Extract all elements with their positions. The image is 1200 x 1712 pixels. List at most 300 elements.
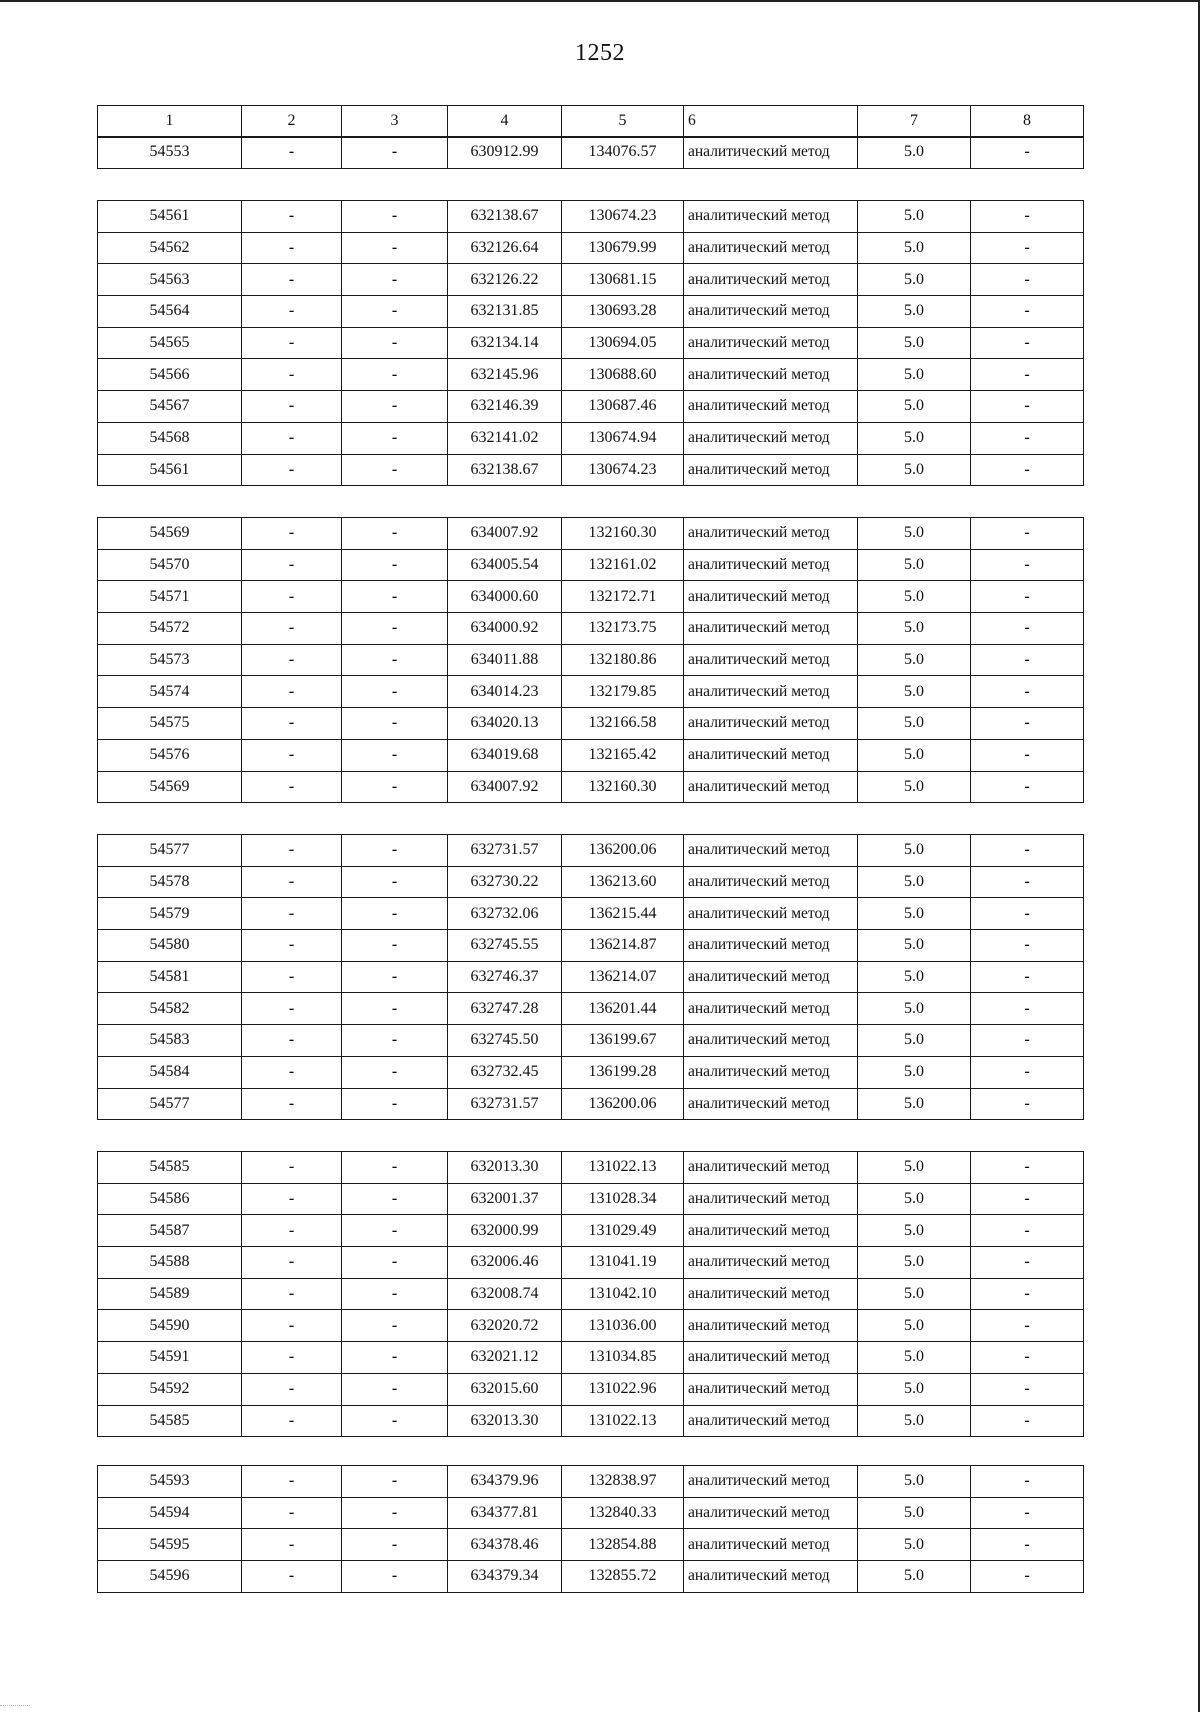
table-cell-col-8: 8 bbox=[971, 106, 1084, 138]
table-cell-col-3: - bbox=[342, 739, 448, 771]
table-cell-col-8: - bbox=[971, 1405, 1084, 1437]
table-cell-col-1: 54564 bbox=[98, 296, 242, 328]
table-cell-col-2: - bbox=[242, 676, 342, 708]
table-cell-col-3: - bbox=[342, 708, 448, 740]
table-cell-col-3: - bbox=[342, 1056, 448, 1088]
table-cell-col-7: 5.0 bbox=[858, 866, 971, 898]
table-cell-col-5: 136214.87 bbox=[562, 930, 684, 962]
table-cell-col-4: 632746.37 bbox=[448, 961, 562, 993]
table-cell-col-8: - bbox=[971, 581, 1084, 613]
scan-edge-mark bbox=[0, 1705, 30, 1712]
table-cell-col-7: 5.0 bbox=[858, 1247, 971, 1279]
table-cell-col-1: 54566 bbox=[98, 359, 242, 391]
table-row bbox=[98, 835, 1084, 867]
table-cell-col-5: 136215.44 bbox=[562, 898, 684, 930]
table-cell-col-2: - bbox=[242, 1152, 342, 1184]
table-cell-col-1: 54593 bbox=[98, 1466, 242, 1498]
table-cell-col-8: - bbox=[971, 327, 1084, 359]
table-cell-col-8: - bbox=[971, 201, 1084, 233]
table-cell-col-5: 130694.05 bbox=[562, 327, 684, 359]
table-cell-col-6: аналитический метод bbox=[684, 518, 858, 550]
table-cell-col-2: - bbox=[242, 708, 342, 740]
table-cell-col-1: 54553 bbox=[98, 137, 242, 169]
table-cell-col-6: аналитический метод bbox=[684, 1247, 858, 1279]
table-cell-col-2: - bbox=[242, 961, 342, 993]
table-cell-col-1: 54565 bbox=[98, 327, 242, 359]
table-cell-col-3: - bbox=[342, 961, 448, 993]
table-row bbox=[98, 1466, 1084, 1498]
table-row bbox=[98, 866, 1084, 898]
table-cell-col-4: 632021.12 bbox=[448, 1342, 562, 1374]
table-cell-col-7: 5.0 bbox=[858, 264, 971, 296]
table-cell-col-4: 632747.28 bbox=[448, 993, 562, 1025]
table-cell-col-7: 5.0 bbox=[858, 518, 971, 550]
table-cell-col-3: - bbox=[342, 296, 448, 328]
table-cell-col-2: - bbox=[242, 422, 342, 454]
table-cell-col-4: 632745.50 bbox=[448, 1025, 562, 1057]
table-row bbox=[98, 1342, 1084, 1374]
table-cell-col-7: 5.0 bbox=[858, 422, 971, 454]
table-cell-col-8: - bbox=[971, 391, 1084, 423]
table-cell-col-7: 5.0 bbox=[858, 359, 971, 391]
table-row bbox=[98, 1183, 1084, 1215]
table-cell-col-3: - bbox=[342, 454, 448, 486]
table-cell-col-8: - bbox=[971, 1056, 1084, 1088]
table-cell-col-4: 632000.99 bbox=[448, 1215, 562, 1247]
table-cell-col-6: аналитический метод bbox=[684, 391, 858, 423]
table-row bbox=[98, 1497, 1084, 1529]
table-cell-col-2: - bbox=[242, 581, 342, 613]
table-cell-col-2: - bbox=[242, 1466, 342, 1498]
table-cell-col-5: 136214.07 bbox=[562, 961, 684, 993]
table-cell-col-2: - bbox=[242, 1278, 342, 1310]
table-cell-col-7: 5.0 bbox=[858, 581, 971, 613]
table-cell-col-2: - bbox=[242, 454, 342, 486]
table-cell-col-3: - bbox=[342, 835, 448, 867]
table-cell-col-8: - bbox=[971, 1497, 1084, 1529]
table-row bbox=[98, 898, 1084, 930]
table-cell-col-5: 131022.13 bbox=[562, 1405, 684, 1437]
table-cell-col-7: 5.0 bbox=[858, 930, 971, 962]
table-cell-col-6: аналитический метод bbox=[684, 1405, 858, 1437]
table-cell-col-1: 54582 bbox=[98, 993, 242, 1025]
table-cell-col-7: 5.0 bbox=[858, 454, 971, 486]
table-cell-col-3: - bbox=[342, 1215, 448, 1247]
table-cell-col-2: - bbox=[242, 1405, 342, 1437]
table-row bbox=[98, 1215, 1084, 1247]
table-cell-col-3: - bbox=[342, 930, 448, 962]
table-cell-col-3: - bbox=[342, 1310, 448, 1342]
table-cell-col-2: - bbox=[242, 1247, 342, 1279]
table-cell-col-8: - bbox=[971, 137, 1084, 169]
table-cell-col-4: 634378.46 bbox=[448, 1529, 562, 1561]
table-cell-col-8: - bbox=[971, 708, 1084, 740]
table-cell-col-4: 634379.96 bbox=[448, 1466, 562, 1498]
table-cell-col-2: - bbox=[242, 232, 342, 264]
table-cell-col-1: 54589 bbox=[98, 1278, 242, 1310]
table-cell-col-6: аналитический метод bbox=[684, 1088, 858, 1120]
table-cell-col-3: - bbox=[342, 1247, 448, 1279]
table-row bbox=[98, 232, 1084, 264]
table-cell-col-5: 131034.85 bbox=[562, 1342, 684, 1374]
table-cell-col-3: - bbox=[342, 1497, 448, 1529]
table-cell-col-2: - bbox=[242, 771, 342, 803]
table-cell-col-7: 5.0 bbox=[858, 1278, 971, 1310]
table-cell-col-3: - bbox=[342, 1466, 448, 1498]
table-cell-col-1: 54571 bbox=[98, 581, 242, 613]
table-cell-col-4: 634020.13 bbox=[448, 708, 562, 740]
table-cell-col-5: 136200.06 bbox=[562, 835, 684, 867]
table-cell-col-5: 130681.15 bbox=[562, 264, 684, 296]
table-cell-col-7: 5.0 bbox=[858, 739, 971, 771]
table-row bbox=[98, 422, 1084, 454]
table-cell-col-7: 5.0 bbox=[858, 835, 971, 867]
table-cell-col-1: 54569 bbox=[98, 518, 242, 550]
table-cell-col-2: - bbox=[242, 930, 342, 962]
table-cell-col-4: 632008.74 bbox=[448, 1278, 562, 1310]
table-cell-col-3: - bbox=[342, 327, 448, 359]
table-cell-col-1: 54580 bbox=[98, 930, 242, 962]
table-cell-col-7: 5.0 bbox=[858, 676, 971, 708]
table-cell-col-5: 136200.06 bbox=[562, 1088, 684, 1120]
table-cell-col-2: - bbox=[242, 296, 342, 328]
table-cell-col-6: аналитический метод bbox=[684, 930, 858, 962]
table-cell-col-7: 5.0 bbox=[858, 549, 971, 581]
table-cell-col-8: - bbox=[971, 422, 1084, 454]
table-cell-col-3: - bbox=[342, 549, 448, 581]
page-number: 1252 bbox=[575, 40, 625, 66]
table-row bbox=[98, 1025, 1084, 1057]
table-cell-col-4: 632001.37 bbox=[448, 1183, 562, 1215]
table-row bbox=[98, 201, 1084, 233]
table-cell-col-6: аналитический метод bbox=[684, 771, 858, 803]
table-row bbox=[98, 739, 1084, 771]
table-cell-col-3: - bbox=[342, 1529, 448, 1561]
table-cell-col-4: 634011.88 bbox=[448, 644, 562, 676]
table-cell-col-5: 132855.72 bbox=[562, 1561, 684, 1593]
table-cell-col-5: 132161.02 bbox=[562, 549, 684, 581]
table-cell-col-3: - bbox=[342, 201, 448, 233]
table-cell-col-6: аналитический метод bbox=[684, 676, 858, 708]
table-cell-col-8: - bbox=[971, 1215, 1084, 1247]
table-cell-col-5: 131042.10 bbox=[562, 1278, 684, 1310]
table-cell-col-2: - bbox=[242, 866, 342, 898]
table-cell-col-1: 54563 bbox=[98, 264, 242, 296]
table-cell-col-2: - bbox=[242, 1088, 342, 1120]
table-cell-col-5: 132160.30 bbox=[562, 771, 684, 803]
table-cell-col-6: аналитический метод bbox=[684, 327, 858, 359]
table-cell-col-4: 634005.54 bbox=[448, 549, 562, 581]
table-cell-col-6: аналитический метод bbox=[684, 232, 858, 264]
table-cell-col-4: 634377.81 bbox=[448, 1497, 562, 1529]
table-cell-col-2: - bbox=[242, 1529, 342, 1561]
table-cell-col-7: 5.0 bbox=[858, 1310, 971, 1342]
table-cell-col-7: 5.0 bbox=[858, 391, 971, 423]
table-cell-col-1: 54581 bbox=[98, 961, 242, 993]
table-cell-col-1: 54591 bbox=[98, 1342, 242, 1374]
table-cell-col-6: аналитический метод bbox=[684, 1529, 858, 1561]
table-cell-col-4: 632730.22 bbox=[448, 866, 562, 898]
table-cell-col-4: 634000.92 bbox=[448, 613, 562, 645]
table-cell-col-5: 136199.28 bbox=[562, 1056, 684, 1088]
table-row bbox=[98, 1278, 1084, 1310]
table-cell-col-2: - bbox=[242, 1056, 342, 1088]
table-cell-col-2: - bbox=[242, 137, 342, 169]
table-row bbox=[98, 518, 1084, 550]
coordinate-table-3 bbox=[97, 517, 1084, 803]
table-cell-col-7: 5.0 bbox=[858, 296, 971, 328]
coordinate-table-6 bbox=[97, 1465, 1084, 1593]
table-cell-col-1: 54585 bbox=[98, 1405, 242, 1437]
table-cell-col-8: - bbox=[971, 1310, 1084, 1342]
table-cell-col-1: 54587 bbox=[98, 1215, 242, 1247]
table-cell-col-5: 130687.46 bbox=[562, 391, 684, 423]
table-cell-col-4: 632731.57 bbox=[448, 1088, 562, 1120]
table-cell-col-3: - bbox=[342, 1342, 448, 1374]
table-cell-col-6: аналитический метод bbox=[684, 613, 858, 645]
table-cell-col-3: 3 bbox=[342, 106, 448, 138]
table-cell-col-6: аналитический метод bbox=[684, 1215, 858, 1247]
table-cell-col-8: - bbox=[971, 1278, 1084, 1310]
coordinate-table-2 bbox=[97, 200, 1084, 486]
table-cell-col-2: - bbox=[242, 644, 342, 676]
table-cell-col-6: аналитический метод bbox=[684, 835, 858, 867]
table-cell-col-1: 54577 bbox=[98, 1088, 242, 1120]
table-cell-col-8: - bbox=[971, 930, 1084, 962]
table-cell-col-2: 2 bbox=[242, 106, 342, 138]
table-row bbox=[98, 454, 1084, 486]
table-cell-col-5: 134076.57 bbox=[562, 137, 684, 169]
table-row bbox=[98, 137, 1084, 169]
table-cell-col-6: аналитический метод bbox=[684, 866, 858, 898]
coordinate-table-5 bbox=[97, 1151, 1084, 1437]
table-cell-col-2: - bbox=[242, 549, 342, 581]
table-cell-col-8: - bbox=[971, 264, 1084, 296]
table-cell-col-1: 54590 bbox=[98, 1310, 242, 1342]
table-cell-col-1: 54584 bbox=[98, 1056, 242, 1088]
table-cell-col-6: аналитический метод bbox=[684, 1278, 858, 1310]
table-cell-col-5: 130693.28 bbox=[562, 296, 684, 328]
table-cell-col-4: 632138.67 bbox=[448, 454, 562, 486]
table-cell-col-1: 54579 bbox=[98, 898, 242, 930]
table-row bbox=[98, 391, 1084, 423]
table-cell-col-3: - bbox=[342, 613, 448, 645]
table-cell-col-4: 632020.72 bbox=[448, 1310, 562, 1342]
table-row bbox=[98, 993, 1084, 1025]
table-cell-col-6: аналитический метод bbox=[684, 644, 858, 676]
table-cell-col-2: - bbox=[242, 518, 342, 550]
table-cell-col-2: - bbox=[242, 1025, 342, 1057]
table-cell-col-6: аналитический метод bbox=[684, 961, 858, 993]
table-row bbox=[98, 1405, 1084, 1437]
table-cell-col-5: 131036.00 bbox=[562, 1310, 684, 1342]
coordinate-table-4 bbox=[97, 834, 1084, 1120]
table-cell-col-5: 131028.34 bbox=[562, 1183, 684, 1215]
table-cell-col-8: - bbox=[971, 835, 1084, 867]
table-cell-col-8: - bbox=[971, 1152, 1084, 1184]
table-cell-col-7: 5.0 bbox=[858, 1152, 971, 1184]
table-cell-col-8: - bbox=[971, 1373, 1084, 1405]
table-cell-col-6: аналитический метод bbox=[684, 422, 858, 454]
table-cell-col-7: 5.0 bbox=[858, 771, 971, 803]
table-cell-col-5: 5 bbox=[562, 106, 684, 138]
table-cell-col-7: 5.0 bbox=[858, 961, 971, 993]
table-cell-col-1: 54574 bbox=[98, 676, 242, 708]
table-cell-col-2: - bbox=[242, 327, 342, 359]
table-cell-col-2: - bbox=[242, 1183, 342, 1215]
table-row bbox=[98, 1088, 1084, 1120]
table-cell-col-6: аналитический метод bbox=[684, 359, 858, 391]
table-cell-col-7: 5.0 bbox=[858, 1342, 971, 1374]
table-cell-col-6: аналитический метод bbox=[684, 739, 858, 771]
table-cell-col-7: 5.0 bbox=[858, 1183, 971, 1215]
table-cell-col-1: 54567 bbox=[98, 391, 242, 423]
table-row bbox=[98, 1373, 1084, 1405]
table-cell-col-5: 132854.88 bbox=[562, 1529, 684, 1561]
table-cell-col-1: 54585 bbox=[98, 1152, 242, 1184]
table-cell-col-8: - bbox=[971, 771, 1084, 803]
table-cell-col-3: - bbox=[342, 1561, 448, 1593]
table-cell-col-4: 632126.64 bbox=[448, 232, 562, 264]
table-cell-col-5: 132165.42 bbox=[562, 739, 684, 771]
table-cell-col-6: аналитический метод bbox=[684, 1025, 858, 1057]
table-cell-col-5: 131022.13 bbox=[562, 1152, 684, 1184]
table-cell-col-8: - bbox=[971, 993, 1084, 1025]
table-cell-col-7: 5.0 bbox=[858, 1025, 971, 1057]
table-cell-col-6: аналитический метод bbox=[684, 1056, 858, 1088]
coordinate-table-1 bbox=[97, 136, 1084, 169]
table-cell-col-5: 136201.44 bbox=[562, 993, 684, 1025]
table-cell-col-1: 1 bbox=[98, 106, 242, 138]
table-cell-col-8: - bbox=[971, 296, 1084, 328]
table-cell-col-4: 632013.30 bbox=[448, 1405, 562, 1437]
table-cell-col-4: 632146.39 bbox=[448, 391, 562, 423]
table-cell-col-1: 54561 bbox=[98, 201, 242, 233]
table-cell-col-5: 132160.30 bbox=[562, 518, 684, 550]
table-cell-col-4: 634019.68 bbox=[448, 739, 562, 771]
table-cell-col-6: аналитический метод bbox=[684, 1310, 858, 1342]
table-cell-col-5: 131041.19 bbox=[562, 1247, 684, 1279]
table-cell-col-8: - bbox=[971, 1183, 1084, 1215]
table-cell-col-7: 5.0 bbox=[858, 327, 971, 359]
column-header-table bbox=[97, 105, 1084, 138]
table-cell-col-8: - bbox=[971, 232, 1084, 264]
table-cell-col-4: 632131.85 bbox=[448, 296, 562, 328]
table-cell-col-3: - bbox=[342, 391, 448, 423]
table-row bbox=[98, 1056, 1084, 1088]
table-cell-col-6: аналитический метод bbox=[684, 1152, 858, 1184]
table-cell-col-1: 54576 bbox=[98, 739, 242, 771]
table-row bbox=[98, 106, 1084, 138]
table-cell-col-7: 5.0 bbox=[858, 898, 971, 930]
table-cell-col-3: - bbox=[342, 581, 448, 613]
table-cell-col-2: - bbox=[242, 359, 342, 391]
table-cell-col-7: 5.0 bbox=[858, 1215, 971, 1247]
table-cell-col-3: - bbox=[342, 264, 448, 296]
table-cell-col-7: 5.0 bbox=[858, 1529, 971, 1561]
table-cell-col-1: 54568 bbox=[98, 422, 242, 454]
table-cell-col-5: 130674.23 bbox=[562, 201, 684, 233]
table-cell-col-8: - bbox=[971, 1342, 1084, 1374]
table-cell-col-5: 132838.97 bbox=[562, 1466, 684, 1498]
table-cell-col-4: 632141.02 bbox=[448, 422, 562, 454]
table-cell-col-7: 5.0 bbox=[858, 708, 971, 740]
table-cell-col-2: - bbox=[242, 1342, 342, 1374]
table-cell-col-7: 5.0 bbox=[858, 1561, 971, 1593]
table-cell-col-3: - bbox=[342, 676, 448, 708]
table-cell-col-3: - bbox=[342, 1025, 448, 1057]
table-cell-col-8: - bbox=[971, 518, 1084, 550]
table-cell-col-2: - bbox=[242, 898, 342, 930]
table-row bbox=[98, 613, 1084, 645]
table-cell-col-5: 132173.75 bbox=[562, 613, 684, 645]
table-cell-col-1: 54596 bbox=[98, 1561, 242, 1593]
table-cell-col-7: 5.0 bbox=[858, 232, 971, 264]
table-cell-col-5: 136213.60 bbox=[562, 866, 684, 898]
table-cell-col-2: - bbox=[242, 264, 342, 296]
table-cell-col-7: 5.0 bbox=[858, 993, 971, 1025]
table-cell-col-3: - bbox=[342, 1373, 448, 1405]
table-cell-col-1: 54594 bbox=[98, 1497, 242, 1529]
table-cell-col-3: - bbox=[342, 1152, 448, 1184]
table-cell-col-5: 132840.33 bbox=[562, 1497, 684, 1529]
table-cell-col-3: - bbox=[342, 137, 448, 169]
table-row bbox=[98, 930, 1084, 962]
table-cell-col-3: - bbox=[342, 1405, 448, 1437]
table-row bbox=[98, 296, 1084, 328]
table-cell-col-8: - bbox=[971, 676, 1084, 708]
table-cell-col-4: 4 bbox=[448, 106, 562, 138]
table-cell-col-1: 54569 bbox=[98, 771, 242, 803]
table-row bbox=[98, 264, 1084, 296]
table-cell-col-2: - bbox=[242, 1373, 342, 1405]
table-cell-col-3: - bbox=[342, 359, 448, 391]
table-cell-col-6: аналитический метод bbox=[684, 1342, 858, 1374]
table-cell-col-7: 5.0 bbox=[858, 1466, 971, 1498]
table-cell-col-8: - bbox=[971, 1561, 1084, 1593]
table-cell-col-8: - bbox=[971, 1088, 1084, 1120]
table-cell-col-1: 54588 bbox=[98, 1247, 242, 1279]
table-cell-col-6: аналитический метод bbox=[684, 296, 858, 328]
table-cell-col-2: - bbox=[242, 201, 342, 233]
table-cell-col-1: 54577 bbox=[98, 835, 242, 867]
table-cell-col-6: аналитический метод bbox=[684, 1497, 858, 1529]
table-cell-col-3: - bbox=[342, 866, 448, 898]
table-cell-col-7: 5.0 bbox=[858, 201, 971, 233]
table-cell-col-8: - bbox=[971, 739, 1084, 771]
table-cell-col-2: - bbox=[242, 1497, 342, 1529]
table-cell-col-5: 131022.96 bbox=[562, 1373, 684, 1405]
table-cell-col-6: аналитический метод bbox=[684, 708, 858, 740]
table-cell-col-3: - bbox=[342, 1088, 448, 1120]
table-cell-col-6: аналитический метод bbox=[684, 264, 858, 296]
table-cell-col-1: 54578 bbox=[98, 866, 242, 898]
table-cell-col-1: 54575 bbox=[98, 708, 242, 740]
table-cell-col-4: 632745.55 bbox=[448, 930, 562, 962]
table-cell-col-6: аналитический метод bbox=[684, 1183, 858, 1215]
table-cell-col-5: 132180.86 bbox=[562, 644, 684, 676]
table-cell-col-8: - bbox=[971, 1247, 1084, 1279]
table-cell-col-4: 634379.34 bbox=[448, 1561, 562, 1593]
table-cell-col-6: аналитический метод bbox=[684, 993, 858, 1025]
table-cell-col-4: 632731.57 bbox=[448, 835, 562, 867]
table-cell-col-4: 632138.67 bbox=[448, 201, 562, 233]
table-cell-col-2: - bbox=[242, 1310, 342, 1342]
table-cell-col-4: 632732.45 bbox=[448, 1056, 562, 1088]
table-cell-col-1: 54570 bbox=[98, 549, 242, 581]
table-row bbox=[98, 549, 1084, 581]
table-cell-col-1: 54595 bbox=[98, 1529, 242, 1561]
